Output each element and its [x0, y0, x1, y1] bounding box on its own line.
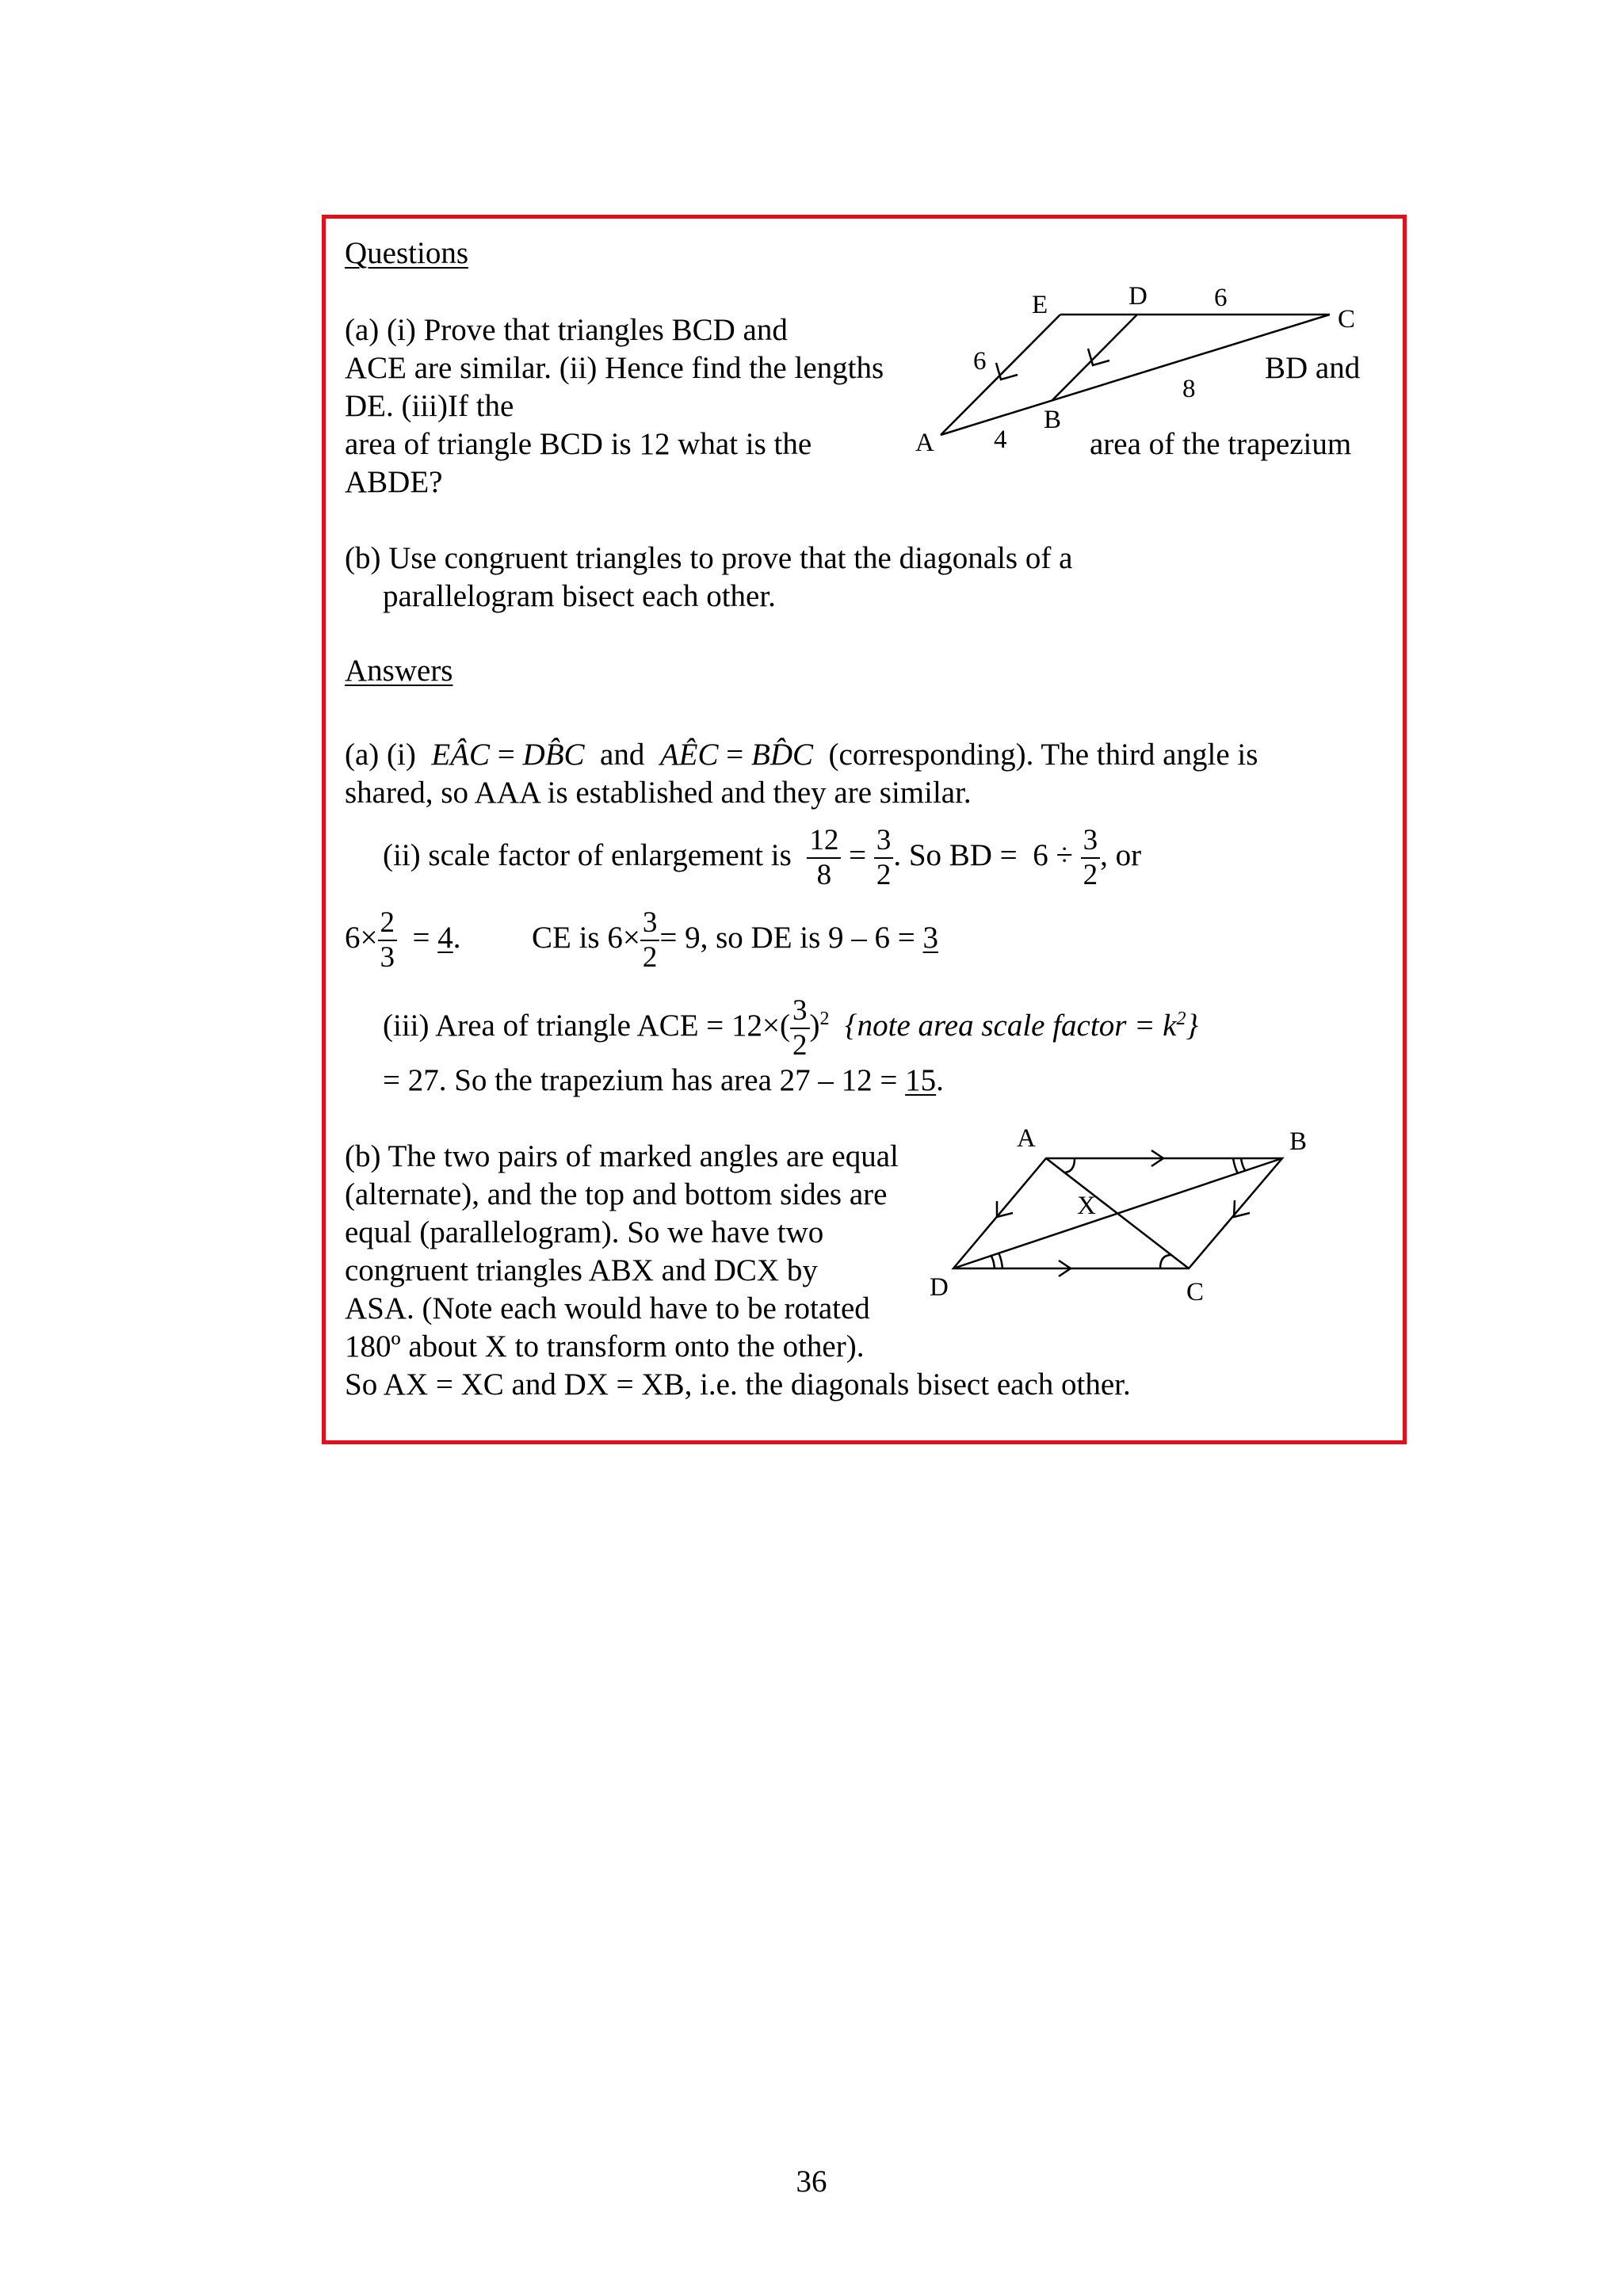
fraction-3-over-2: $\frac{3}{2}$ [640, 906, 660, 974]
area-note: {note area scale factor = $k^2$} [845, 1009, 1199, 1043]
equals-sign: = [726, 738, 744, 772]
angle-mark-D-1 [991, 1255, 995, 1268]
fraction-3-over-2: $\frac{3}{2}$ [874, 824, 894, 892]
question-a-line3: DE. (iii)If the [345, 389, 514, 423]
answer-b-line5: ASA. (Note each would have to be rotated [345, 1291, 870, 1325]
label-B2: B [1289, 1127, 1308, 1156]
arrow-BC [1234, 1200, 1250, 1217]
question-a-line2: ACE are similar. (ii) Hence find the lengths [345, 351, 884, 385]
label-four: 4 [994, 425, 1007, 454]
label-eight: 8 [1182, 375, 1196, 403]
so-bd-text: . So BD = [893, 838, 1018, 872]
angle-mark-C [1160, 1255, 1171, 1268]
angle-BDC: BD̂C [751, 738, 814, 772]
fraction-12-over-8: $\frac{12}{8}$ [807, 824, 841, 892]
bd-answer: 4 [437, 921, 453, 955]
label-A2: A [1017, 1124, 1036, 1153]
angle-mark-B-2 [1241, 1158, 1246, 1171]
label-six-top: 6 [1214, 284, 1228, 312]
angle-mark-B-1 [1233, 1158, 1238, 1173]
answer-a-i-line2: shared, so AAA is established and they are similar. [345, 776, 972, 810]
answer-b-line1: (b) The two pairs of marked angles are equal [345, 1139, 899, 1173]
answer-a-ii-line: (ii) scale factor of enlargement is $\frac{12}{8}$ = $\frac{3}{2}$ . So BD = 6 ÷ $\frac{3}{2}$ , or [383, 824, 1142, 892]
fraction-2-over-3: $\frac{2}{3}$ [378, 906, 398, 974]
answer-a-iii-line2: = 27. So the trapezium has area 27 – 12 = 15. [383, 1063, 944, 1097]
questions-heading: Questions [345, 236, 468, 270]
fraction-3-over-2: $\frac{3}{2}$ [1081, 824, 1101, 892]
label-X: X [1077, 1192, 1096, 1220]
label-D: D [1128, 282, 1148, 311]
answers-heading: Answers [345, 654, 453, 688]
label-C: C [1338, 305, 1356, 334]
question-a-line4: area of triangle BCD is 12 what is the [345, 427, 812, 461]
angle-DBC: DB̂C [522, 738, 585, 772]
angle-AEC: AÊC [659, 738, 719, 772]
label-A: A [915, 429, 934, 457]
six-divide: 6 ÷ [1033, 838, 1073, 872]
answer-a-ii-prefix: (ii) scale factor of enlargement is [383, 838, 792, 872]
de-answer: 3 [922, 921, 939, 955]
fraction-3-over-2: $\frac{3}{2}$ [790, 994, 810, 1062]
or-text: , or [1100, 838, 1142, 872]
answer-a-i-suffix: (corresponding). The third angle is [828, 738, 1258, 772]
question-a-line2-right: BD and [1265, 351, 1361, 385]
answer-b-line4: congruent triangles ABX and DCX by [345, 1253, 818, 1287]
label-D2: D [930, 1273, 949, 1302]
label-C2: C [1186, 1278, 1205, 1306]
trapezium-area-answer: 15 [905, 1063, 937, 1097]
question-a-line5: ABDE? [345, 465, 443, 499]
and-word: and [600, 738, 645, 772]
answer-b-line3: equal (parallelogram). So we have two [345, 1215, 824, 1249]
answer-b-line6: 180º about X to transform onto the other). [345, 1329, 865, 1363]
answer-b-line2: (alternate), and the top and bottom sides are [345, 1177, 888, 1211]
answer-a-ii-line2: 6× $\frac{2}{3}$ = 4. CE is 6× $\frac{3}{2}$ = 9, so DE is 9 – 6 = 3 [345, 906, 939, 974]
question-a-line1: (a) (i) Prove that triangles BCD and [345, 313, 788, 347]
question-a-line4-right: area of the trapezium [1090, 427, 1352, 461]
answer-a-iii-line1: (iii) Area of triangle ACE = 12×( $\frac{3}{2}$ )$^2$ {note area scale factor = $k^2$} [383, 994, 1199, 1062]
equals-sign: = [497, 738, 515, 772]
angle-EAC: EÂC [431, 738, 491, 772]
label-E: E [1032, 291, 1048, 319]
question-b-line2: parallelogram bisect each other. [383, 579, 776, 613]
question-b-line1: (b) Use congruent triangles to prove that the diagonals of a [345, 541, 1073, 575]
label-six-left: 6 [973, 347, 987, 376]
angle-mark-A [1064, 1158, 1075, 1173]
answer-b-line7: So AX = XC and DX = XB, i.e. the diagonals bisect each other. [345, 1367, 1131, 1402]
diagonal-DB [953, 1158, 1282, 1268]
label-B: B [1044, 406, 1062, 434]
angle-mark-D-2 [999, 1253, 1002, 1268]
page-number: 36 [796, 2164, 827, 2199]
answer-a-i-prefix: (a) (i) [345, 738, 416, 772]
